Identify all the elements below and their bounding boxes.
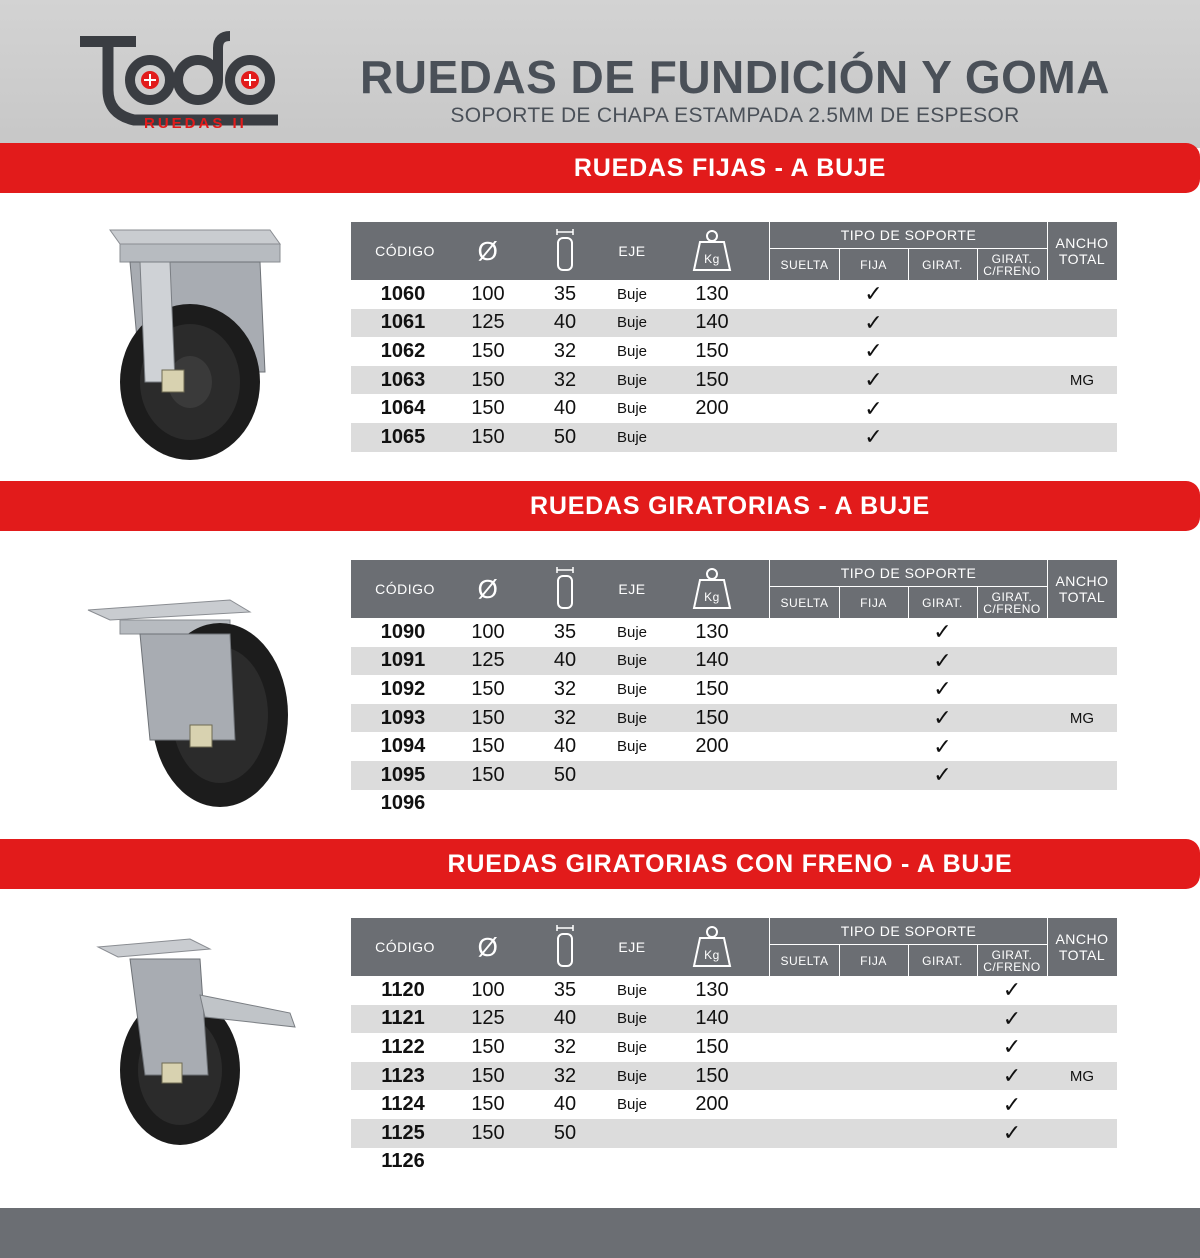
row-girat bbox=[908, 1119, 977, 1148]
row-suelta bbox=[770, 647, 839, 676]
row-eje: Buje bbox=[616, 371, 648, 389]
row-codigo: 1124 bbox=[381, 1093, 425, 1116]
col-ancho-total: ANCHO TOTAL bbox=[1055, 573, 1109, 605]
row-suelta bbox=[770, 1148, 839, 1177]
row-ancho-total bbox=[1047, 790, 1117, 819]
product-table-giratorias bbox=[351, 560, 1117, 818]
row-eje bbox=[595, 790, 669, 819]
row-diametro: 150 bbox=[471, 1035, 505, 1058]
row-codigo: 1095 bbox=[380, 763, 426, 786]
row-girat bbox=[908, 976, 977, 1005]
row-ancho-total: MG bbox=[1069, 1067, 1095, 1085]
row-girat-freno bbox=[977, 618, 1047, 647]
weight-icon bbox=[669, 222, 755, 280]
row-codigo: 1121 bbox=[381, 1007, 425, 1030]
row-ancho: 40 bbox=[553, 397, 577, 420]
row-ancho bbox=[525, 1148, 605, 1177]
row-girat-freno bbox=[977, 366, 1047, 395]
row-codigo: 1092 bbox=[380, 677, 426, 700]
row-carga: 150 bbox=[695, 1064, 729, 1087]
row-eje: Buje bbox=[616, 1096, 648, 1114]
row-suelta bbox=[770, 309, 839, 338]
row-eje: Buje bbox=[616, 680, 648, 698]
row-fija bbox=[839, 618, 908, 647]
section-title-fijas: RUEDAS FIJAS - A BUJE bbox=[0, 143, 1200, 193]
row-fija bbox=[839, 1033, 908, 1062]
row-girat-freno: ✓ bbox=[1002, 1034, 1022, 1060]
row-girat-freno bbox=[977, 280, 1047, 309]
row-fija: ✓ bbox=[864, 367, 883, 393]
row-ancho: 32 bbox=[553, 706, 577, 729]
row-codigo: 1126 bbox=[381, 1150, 425, 1173]
product-table-fijas bbox=[351, 222, 1117, 452]
todo-ruedas-logo bbox=[78, 30, 288, 130]
row-codigo: 1096 bbox=[380, 792, 426, 815]
row-carga bbox=[669, 1148, 755, 1177]
row-ancho-total bbox=[1047, 1033, 1117, 1062]
col-eje: EJE bbox=[618, 243, 646, 259]
row-eje: Buje bbox=[616, 709, 648, 727]
col-suelta: SUELTA bbox=[780, 257, 829, 272]
swivel-caster-wheel-image bbox=[80, 590, 295, 820]
row-girat: ✓ bbox=[933, 676, 952, 702]
row-girat-freno bbox=[977, 675, 1047, 704]
col-suelta: SUELTA bbox=[780, 953, 829, 968]
col-girat: GIRAT. bbox=[922, 257, 963, 272]
row-girat-freno bbox=[977, 309, 1047, 338]
row-ancho: 40 bbox=[553, 311, 577, 334]
row-suelta bbox=[770, 337, 839, 366]
row-ancho: 35 bbox=[553, 282, 577, 305]
row-diametro: 100 bbox=[471, 282, 505, 305]
diameter-icon: Ø bbox=[477, 931, 499, 962]
row-fija: ✓ bbox=[864, 424, 883, 450]
col-fija: FIJA bbox=[860, 953, 887, 968]
col-ancho-total: ANCHO TOTAL bbox=[1055, 931, 1109, 963]
row-girat-freno bbox=[977, 337, 1047, 366]
row-ancho: 32 bbox=[553, 1035, 577, 1058]
row-ancho-total bbox=[1047, 1090, 1117, 1119]
table-header bbox=[351, 918, 1117, 976]
row-carga: 140 bbox=[695, 649, 729, 672]
swivel-brake-caster-wheel-image bbox=[90, 935, 300, 1150]
row-girat-freno: ✓ bbox=[1002, 1005, 1022, 1031]
row-girat bbox=[908, 394, 977, 423]
col-fija: FIJA bbox=[860, 595, 887, 610]
row-fija bbox=[839, 675, 908, 704]
row-ancho: 35 bbox=[553, 978, 577, 1001]
row-ancho: 32 bbox=[553, 368, 577, 391]
table-row bbox=[351, 976, 1117, 1005]
row-codigo: 1061 bbox=[380, 311, 426, 334]
row-girat bbox=[908, 1062, 977, 1091]
row-girat: ✓ bbox=[933, 705, 952, 731]
row-ancho: 50 bbox=[553, 425, 577, 448]
table-row bbox=[351, 309, 1117, 338]
row-codigo: 1120 bbox=[381, 978, 425, 1001]
row-ancho bbox=[525, 790, 605, 819]
row-carga: 200 bbox=[695, 735, 729, 758]
row-codigo: 1094 bbox=[380, 735, 426, 758]
col-suelta: SUELTA bbox=[780, 595, 829, 610]
row-diametro: 150 bbox=[471, 677, 505, 700]
row-eje: Buje bbox=[616, 342, 648, 360]
row-diametro: 150 bbox=[471, 425, 505, 448]
row-diametro: 150 bbox=[471, 706, 505, 729]
col-codigo: CÓDIGO bbox=[375, 581, 435, 597]
row-suelta bbox=[770, 1119, 839, 1148]
row-carga: 150 bbox=[695, 339, 729, 362]
row-girat-freno bbox=[977, 704, 1047, 733]
table-header bbox=[351, 222, 1117, 280]
row-fija bbox=[839, 732, 908, 761]
table-row bbox=[351, 732, 1117, 761]
row-carga: 140 bbox=[695, 1007, 729, 1030]
row-ancho-total bbox=[1047, 761, 1117, 790]
row-girat bbox=[908, 366, 977, 395]
row-ancho: 40 bbox=[553, 1093, 577, 1116]
row-codigo: 1064 bbox=[380, 397, 426, 420]
fixed-caster-wheel-image bbox=[100, 222, 290, 462]
row-diametro: 100 bbox=[471, 978, 505, 1001]
row-ancho: 40 bbox=[553, 735, 577, 758]
row-diametro: 150 bbox=[471, 368, 505, 391]
row-eje: Buje bbox=[616, 623, 648, 641]
row-carga: 130 bbox=[695, 978, 729, 1001]
row-carga: 150 bbox=[695, 706, 729, 729]
row-diametro: 125 bbox=[471, 1007, 505, 1030]
row-fija bbox=[839, 761, 908, 790]
row-girat-freno bbox=[977, 761, 1047, 790]
row-girat-freno bbox=[977, 790, 1047, 819]
row-girat bbox=[908, 1005, 977, 1034]
row-ancho-total: MG bbox=[1069, 371, 1095, 389]
row-diametro: 150 bbox=[471, 339, 505, 362]
row-codigo: 1060 bbox=[380, 282, 426, 305]
row-ancho-total bbox=[1047, 423, 1117, 452]
row-eje: Buje bbox=[616, 400, 648, 418]
row-diametro: 150 bbox=[471, 1121, 505, 1144]
wheel-width-icon bbox=[525, 560, 605, 618]
row-fija bbox=[839, 1148, 908, 1177]
section-title-giratorias: RUEDAS GIRATORIAS - A BUJE bbox=[0, 481, 1200, 531]
row-girat-freno: ✓ bbox=[1002, 1091, 1022, 1117]
table-row bbox=[351, 337, 1117, 366]
table-row bbox=[351, 366, 1117, 395]
row-suelta bbox=[770, 618, 839, 647]
col-ancho-total: ANCHO TOTAL bbox=[1055, 235, 1109, 267]
table-row bbox=[351, 280, 1117, 309]
row-eje: Buje bbox=[616, 285, 648, 303]
row-ancho: 40 bbox=[553, 1007, 577, 1030]
row-carga: 150 bbox=[695, 677, 729, 700]
weight-icon bbox=[669, 918, 755, 976]
col-girat-freno: GIRAT. C/FRENO bbox=[983, 947, 1041, 974]
row-eje: Buje bbox=[616, 738, 648, 756]
row-fija: ✓ bbox=[864, 281, 883, 307]
col-girat-freno: GIRAT. C/FRENO bbox=[983, 251, 1041, 278]
table-row bbox=[351, 1062, 1117, 1091]
row-fija: ✓ bbox=[864, 395, 883, 421]
row-eje: Buje bbox=[616, 428, 648, 446]
svg-text:Kg: Kg bbox=[704, 948, 720, 962]
row-suelta bbox=[770, 366, 839, 395]
row-ancho: 50 bbox=[553, 1121, 577, 1144]
col-fija: FIJA bbox=[860, 257, 887, 272]
table-body bbox=[351, 280, 1117, 452]
product-table-giratorias-freno bbox=[351, 918, 1117, 1176]
row-carga bbox=[669, 423, 755, 452]
table-row bbox=[351, 423, 1117, 452]
row-fija bbox=[839, 1062, 908, 1091]
row-codigo: 1090 bbox=[380, 620, 426, 643]
table-row bbox=[351, 790, 1117, 819]
row-ancho-total bbox=[1047, 1119, 1117, 1148]
page-header bbox=[0, 0, 1200, 148]
table-row bbox=[351, 1119, 1117, 1148]
wheel-width-icon bbox=[525, 918, 605, 976]
row-girat: ✓ bbox=[933, 619, 952, 645]
table-row bbox=[351, 1148, 1117, 1177]
row-ancho: 32 bbox=[553, 339, 577, 362]
table-header bbox=[351, 560, 1117, 618]
row-ancho-total bbox=[1047, 1005, 1117, 1034]
row-codigo: 1063 bbox=[380, 368, 426, 391]
row-eje bbox=[595, 761, 669, 790]
row-ancho: 32 bbox=[553, 1064, 577, 1087]
col-girat-freno: GIRAT. C/FRENO bbox=[983, 589, 1041, 616]
row-fija bbox=[839, 1119, 908, 1148]
row-girat bbox=[908, 423, 977, 452]
row-codigo: 1123 bbox=[381, 1064, 425, 1087]
table-row bbox=[351, 761, 1117, 790]
row-diametro: 150 bbox=[471, 763, 505, 786]
row-fija: ✓ bbox=[864, 309, 883, 335]
row-suelta bbox=[770, 280, 839, 309]
page-footer bbox=[0, 1208, 1200, 1258]
col-codigo: CÓDIGO bbox=[375, 243, 435, 259]
row-carga bbox=[669, 1119, 755, 1148]
row-ancho-total bbox=[1047, 309, 1117, 338]
table-row bbox=[351, 704, 1117, 733]
wheel-width-icon bbox=[525, 222, 605, 280]
svg-text:RUEDAS II: RUEDAS II bbox=[144, 115, 247, 130]
row-girat bbox=[908, 1148, 977, 1177]
col-girat: GIRAT. bbox=[922, 953, 963, 968]
row-diametro: 150 bbox=[471, 735, 505, 758]
row-suelta bbox=[770, 675, 839, 704]
row-carga: 200 bbox=[695, 1093, 729, 1116]
row-girat-freno bbox=[977, 423, 1047, 452]
row-codigo: 1093 bbox=[380, 706, 426, 729]
row-girat: ✓ bbox=[933, 733, 952, 759]
row-fija bbox=[839, 790, 908, 819]
row-diametro: 150 bbox=[471, 1064, 505, 1087]
row-fija bbox=[839, 1090, 908, 1119]
row-diametro: 100 bbox=[471, 620, 505, 643]
section-title-giratorias-freno: RUEDAS GIRATORIAS CON FRENO - A BUJE bbox=[0, 839, 1200, 889]
row-girat bbox=[908, 309, 977, 338]
row-suelta bbox=[770, 704, 839, 733]
row-suelta bbox=[770, 732, 839, 761]
page-title: RUEDAS DE FUNDICIÓN Y GOMA bbox=[360, 51, 1110, 103]
row-carga: 200 bbox=[695, 397, 729, 420]
row-ancho: 40 bbox=[553, 649, 577, 672]
row-diametro: 125 bbox=[471, 649, 505, 672]
row-eje: Buje bbox=[616, 314, 648, 332]
row-girat bbox=[908, 1090, 977, 1119]
row-suelta bbox=[770, 976, 839, 1005]
row-carga: 140 bbox=[695, 311, 729, 334]
row-eje: Buje bbox=[616, 652, 648, 670]
row-suelta bbox=[770, 761, 839, 790]
svg-text:Kg: Kg bbox=[704, 590, 720, 604]
row-girat: ✓ bbox=[933, 762, 952, 788]
col-eje: EJE bbox=[618, 939, 646, 955]
row-codigo: 1122 bbox=[381, 1035, 425, 1058]
row-girat bbox=[908, 337, 977, 366]
row-diametro: 150 bbox=[471, 397, 505, 420]
row-suelta bbox=[770, 1033, 839, 1062]
row-girat bbox=[908, 1033, 977, 1062]
col-girat: GIRAT. bbox=[922, 595, 963, 610]
row-codigo: 1091 bbox=[380, 649, 426, 672]
row-eje bbox=[595, 1119, 669, 1148]
row-diametro: 125 bbox=[471, 311, 505, 334]
row-codigo: 1062 bbox=[380, 339, 426, 362]
row-fija bbox=[839, 1005, 908, 1034]
table-row bbox=[351, 647, 1117, 676]
row-ancho: 50 bbox=[553, 763, 577, 786]
table-row bbox=[351, 1005, 1117, 1034]
table-row bbox=[351, 675, 1117, 704]
table-body bbox=[351, 976, 1117, 1176]
table-row bbox=[351, 1033, 1117, 1062]
row-suelta bbox=[770, 790, 839, 819]
row-diametro bbox=[455, 790, 521, 819]
col-eje: EJE bbox=[618, 581, 646, 597]
row-fija bbox=[839, 704, 908, 733]
svg-text:Kg: Kg bbox=[704, 252, 720, 266]
row-suelta bbox=[770, 423, 839, 452]
row-ancho-total bbox=[1047, 394, 1117, 423]
row-codigo: 1125 bbox=[381, 1121, 425, 1144]
row-girat-freno bbox=[977, 1148, 1047, 1177]
row-ancho: 32 bbox=[553, 677, 577, 700]
table-row bbox=[351, 1090, 1117, 1119]
row-ancho-total: MG bbox=[1069, 709, 1095, 727]
row-suelta bbox=[770, 1090, 839, 1119]
row-girat bbox=[908, 280, 977, 309]
row-suelta bbox=[770, 1062, 839, 1091]
row-girat-freno bbox=[977, 647, 1047, 676]
row-diametro bbox=[455, 1148, 521, 1177]
row-carga: 150 bbox=[695, 1035, 729, 1058]
row-eje bbox=[595, 1148, 669, 1177]
row-girat-freno bbox=[977, 394, 1047, 423]
col-tipo-soporte: TIPO DE SOPORTE bbox=[770, 222, 1047, 249]
row-ancho-total bbox=[1047, 675, 1117, 704]
row-suelta bbox=[770, 1005, 839, 1034]
table-body bbox=[351, 618, 1117, 818]
row-girat: ✓ bbox=[933, 647, 952, 673]
row-eje: Buje bbox=[616, 981, 648, 999]
row-ancho-total bbox=[1047, 1148, 1117, 1177]
row-ancho-total bbox=[1047, 732, 1117, 761]
weight-icon bbox=[669, 560, 755, 618]
row-girat-freno: ✓ bbox=[1002, 1063, 1022, 1089]
row-ancho-total bbox=[1047, 976, 1117, 1005]
row-ancho: 35 bbox=[553, 620, 577, 643]
row-carga: 150 bbox=[695, 368, 729, 391]
row-fija: ✓ bbox=[864, 338, 883, 364]
row-girat-freno: ✓ bbox=[1002, 977, 1022, 1003]
row-girat-freno: ✓ bbox=[1002, 1120, 1022, 1146]
row-ancho-total bbox=[1047, 280, 1117, 309]
row-girat-freno bbox=[977, 732, 1047, 761]
row-suelta bbox=[770, 394, 839, 423]
diameter-icon: Ø bbox=[477, 235, 499, 266]
row-carga: 130 bbox=[695, 620, 729, 643]
row-diametro: 150 bbox=[471, 1093, 505, 1116]
row-eje: Buje bbox=[616, 1038, 648, 1056]
row-fija bbox=[839, 976, 908, 1005]
col-tipo-soporte: TIPO DE SOPORTE bbox=[770, 560, 1047, 587]
col-codigo: CÓDIGO bbox=[375, 939, 435, 955]
row-carga bbox=[669, 761, 755, 790]
row-carga: 130 bbox=[695, 282, 729, 305]
row-codigo: 1065 bbox=[380, 425, 426, 448]
page-subtitle: SOPORTE DE CHAPA ESTAMPADA 2.5MM DE ESPESOR bbox=[450, 104, 1020, 127]
diameter-icon: Ø bbox=[477, 573, 499, 604]
row-ancho-total bbox=[1047, 337, 1117, 366]
table-row bbox=[351, 618, 1117, 647]
row-ancho-total bbox=[1047, 647, 1117, 676]
table-row bbox=[351, 394, 1117, 423]
row-ancho-total bbox=[1047, 618, 1117, 647]
row-eje: Buje bbox=[616, 1010, 648, 1028]
row-girat bbox=[908, 790, 977, 819]
row-carga bbox=[669, 790, 755, 819]
col-tipo-soporte: TIPO DE SOPORTE bbox=[770, 918, 1047, 945]
row-fija bbox=[839, 647, 908, 676]
row-eje: Buje bbox=[616, 1067, 648, 1085]
